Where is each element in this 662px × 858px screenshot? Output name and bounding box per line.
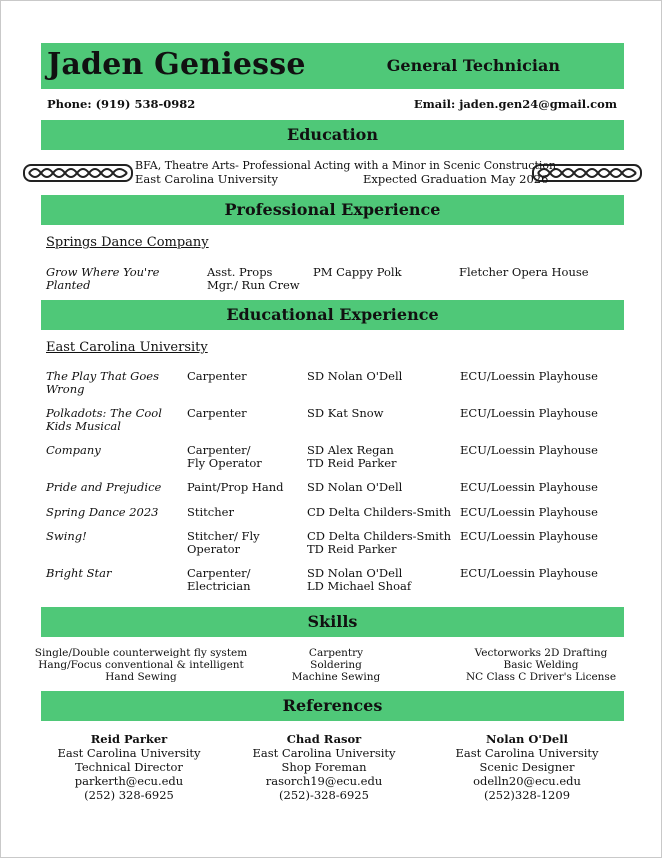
references-bar	[41, 691, 624, 721]
show-title: Polkadots: The Cool Kids Musical	[46, 406, 162, 433]
reference-org: East Carolina University	[455, 746, 599, 760]
skill-item: Soldering	[310, 659, 362, 671]
person: SD Nolan O'Dell	[307, 369, 403, 383]
professional-bar	[41, 195, 624, 225]
celtic-knot-left-icon	[23, 162, 133, 184]
venue: ECU/Loessin Playhouse	[460, 529, 598, 543]
reference-card	[439, 732, 615, 802]
role: Carpenter/ Electrician	[187, 566, 251, 593]
skill-item: Hand Sewing	[105, 671, 177, 683]
reference-card	[236, 732, 412, 802]
school: East Carolina University	[135, 172, 279, 186]
person: PM Cappy Polk	[313, 265, 402, 279]
reference-name: Chad Rasor	[286, 732, 362, 746]
header-bar	[41, 43, 624, 89]
graduation: Expected Graduation May 2026	[363, 172, 549, 186]
show-title: Bright Star	[46, 566, 112, 580]
skill-item: Vectorworks 2D Drafting	[474, 647, 608, 659]
educational-heading: Educational Experience	[226, 305, 439, 324]
reference-name: Nolan O'Dell	[486, 732, 568, 746]
degree: BFA, Theatre Arts- Professional Acting with a Minor in Scenic Construction	[135, 159, 557, 172]
reference-email: rasorch19@ecu.edu	[265, 774, 383, 788]
skill-item: Hang/Focus conventional & intelligent	[38, 659, 244, 671]
skill-item: Single/Double counterweight fly system	[34, 647, 248, 659]
role: Stitcher/ Fly Operator	[187, 529, 260, 556]
skills-bar	[41, 607, 624, 637]
skills-column	[431, 647, 651, 683]
person: SD Kat Snow	[307, 406, 384, 420]
venue: ECU/Loessin Playhouse	[460, 443, 598, 457]
reference-name: Reid Parker	[90, 732, 168, 746]
role: Asst. Props Mgr./ Run Crew	[207, 265, 300, 292]
person: SD Alex Regan TD Reid Parker	[307, 443, 397, 470]
education-heading: Education	[287, 125, 378, 144]
venue: ECU/Loessin Playhouse	[460, 566, 598, 580]
show-title: Company	[46, 443, 101, 457]
person: CD Delta Childers-Smith	[307, 505, 452, 519]
reference-title: Shop Foreman	[281, 760, 367, 774]
reference-card	[41, 732, 217, 802]
reference-email: parkerth@ecu.edu	[74, 774, 184, 788]
email: Email: jaden.gen24@gmail.com	[413, 97, 617, 111]
venue: ECU/Loessin Playhouse	[460, 480, 598, 494]
skills-column	[31, 647, 251, 683]
show-title: Grow Where You're Planted	[46, 265, 160, 292]
phone: Phone: (919) 538-0982	[47, 97, 196, 111]
role: Carpenter/ Fly Operator	[187, 443, 262, 470]
skills-heading: Skills	[307, 612, 358, 631]
candidate-name: Jaden Geniesse	[47, 47, 306, 82]
reference-title: Scenic Designer	[479, 760, 575, 774]
education-bar	[41, 120, 624, 150]
venue: ECU/Loessin Playhouse	[460, 505, 598, 519]
skill-item: NC Class C Driver's License	[465, 671, 617, 683]
professional-heading: Professional Experience	[224, 200, 441, 219]
reference-email: odelln20@ecu.edu	[473, 774, 581, 788]
reference-org: East Carolina University	[57, 746, 201, 760]
show-title: Spring Dance 2023	[46, 505, 159, 519]
educational-bar	[41, 300, 624, 330]
role: Carpenter	[187, 406, 247, 420]
role: Paint/Prop Hand	[187, 480, 284, 494]
reference-title: Technical Director	[75, 760, 183, 774]
skill-item: Basic Welding	[503, 659, 579, 671]
job-title: General Technician	[386, 56, 560, 75]
person: SD Nolan O'Dell	[307, 480, 403, 494]
venue: Fletcher Opera House	[459, 265, 589, 279]
venue: ECU/Loessin Playhouse	[460, 369, 598, 383]
show-title: Swing!	[46, 529, 87, 543]
venue: ECU/Loessin Playhouse	[460, 406, 598, 420]
person: CD Delta Childers-Smith TD Reid Parker	[307, 529, 452, 556]
reference-org: East Carolina University	[252, 746, 396, 760]
references-heading: References	[282, 696, 383, 715]
company-springs: Springs Dance Company	[46, 235, 209, 250]
reference-phone: (252)-328-6925	[279, 788, 369, 802]
skills-column	[256, 647, 416, 683]
skill-item: Machine Sewing	[291, 671, 381, 683]
reference-phone: (252) 328-6925	[84, 788, 174, 802]
role: Carpenter	[187, 369, 247, 383]
reference-phone: (252)328-1209	[483, 788, 571, 802]
skill-item: Carpentry	[308, 647, 364, 659]
role: Stitcher	[187, 505, 234, 519]
show-title: The Play That Goes Wrong	[46, 369, 159, 396]
company-ecu: East Carolina University	[46, 340, 208, 355]
show-title: Pride and Prejudice	[46, 480, 162, 494]
person: SD Nolan O'Dell LD Michael Shoaf	[307, 566, 412, 593]
